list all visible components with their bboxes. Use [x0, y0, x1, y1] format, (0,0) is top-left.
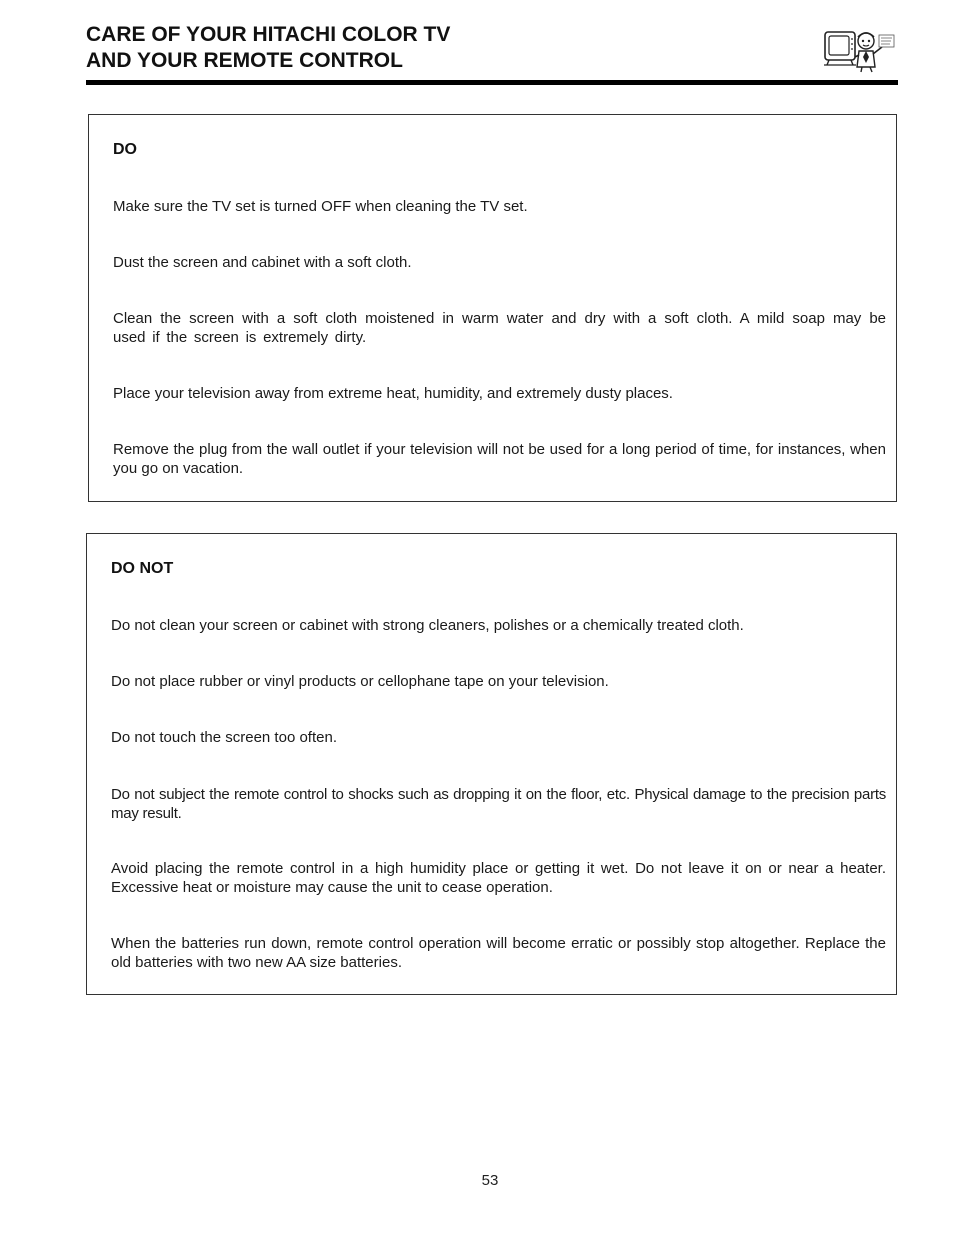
page-number: 53 — [481, 1172, 499, 1189]
do-item: Place your television away from extreme heat, humidity, and extremely dusty places. — [113, 385, 673, 402]
do-heading: DO — [113, 141, 137, 158]
do-not-heading: DO NOT — [111, 560, 174, 577]
do-not-item: Avoid placing the remote control in a high humidity place or getting it wet. Do not leave it on or near a heater. Excessive heat or moisture may cause the unit to cease operation. — [111, 860, 886, 896]
do-item: Dust the screen and cabinet with a soft cloth. — [113, 254, 412, 271]
do-not-section — [86, 533, 897, 995]
do-section — [88, 114, 897, 502]
do-not-item: Do not touch the screen too often. — [111, 729, 337, 746]
do-item: Remove the plug from the wall outlet if your television will not be used for a long period of time, for instances, when you go on vacation. — [113, 441, 886, 477]
do-not-item: Do not subject the remote control to shocks such as dropping it on the floor, etc. Physical damage to the precision parts may result. — [111, 786, 886, 822]
do-not-item: When the batteries run down, remote control operation will become erratic or possibly stop altogether. Replace the old batteries with two new AA size batteries. — [111, 935, 886, 971]
do-not-item: Do not place rubber or vinyl products or cellophane tape on your television. — [111, 673, 609, 690]
do-item: Clean the screen with a soft cloth moistened in warm water and dry with a soft cloth. A mild soap may be used if the screen is extremely dirty. — [113, 310, 886, 346]
do-item: Make sure the TV set is turned OFF when cleaning the TV set. — [113, 198, 528, 215]
page-title — [86, 22, 706, 74]
do-not-item: Do not clean your screen or cabinet with strong cleaners, polishes or a chemically treated cloth. — [111, 617, 744, 634]
page-title-line-1: CARE OF YOUR HITACHI COLOR TV — [86, 23, 451, 46]
tv-mascot-icon — [822, 27, 896, 73]
page-title-line-2: AND YOUR REMOTE CONTROL — [86, 49, 403, 72]
header-rule — [86, 80, 898, 85]
